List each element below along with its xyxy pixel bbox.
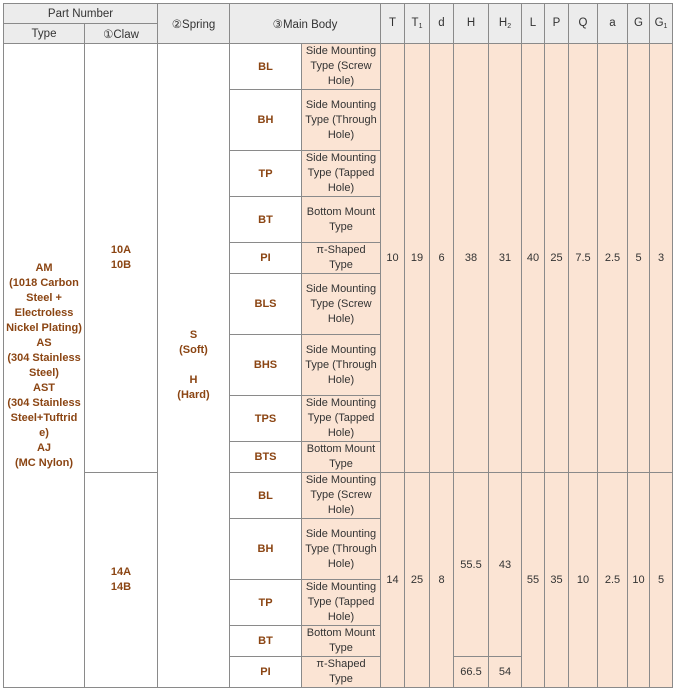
dim-value-a: 2.5 [598,44,628,473]
desc-line: Bottom Mount [306,443,376,455]
desc-line: Hole) [327,557,355,570]
desc-line: Hole) [327,182,355,194]
body-desc-cell [302,442,381,473]
desc-line: Type (Tapped [307,596,375,608]
body-code-cell: TP [230,151,302,197]
claw-cell-group-2 [85,473,158,688]
claw-cell-group-1 [85,44,158,473]
body-desc-cell [302,580,381,626]
body-desc-cell [302,657,381,688]
spring-line: (Hard) [177,389,210,401]
spring-line: H [189,374,198,386]
body-code-cell: BTS [230,442,302,473]
dim-value-t1: 25 [405,473,430,688]
desc-line: Hole) [327,128,355,141]
body-desc-cell [302,473,381,519]
desc-line: Side Mounting [305,45,377,57]
desc-line: Side Mounting [305,152,377,164]
type-line: (MC Nylon) [14,456,74,469]
type-line: AS [36,336,52,349]
desc-line: Type (Through [305,358,377,371]
body-desc-cell [302,44,381,90]
spring-line: S [189,329,198,341]
body-desc-cell [302,335,381,396]
body-code-cell: BH [230,90,302,151]
spring-line: (Soft) [179,344,208,356]
dim-header-g: G [628,4,650,44]
dim-header-t1: $T_1$ [405,4,430,44]
dim-value-d: 6 [430,44,454,473]
body-desc-cell [302,519,381,580]
dim-header-q: Q [569,4,598,44]
desc-line: Side Mounting [305,397,377,409]
dim-value-t: 10 [381,44,405,473]
dim-value-h: 55.5 [454,473,489,657]
type-line: AM [35,261,53,274]
dim-value-q: 7.5 [569,44,598,473]
desc-line: Hole) [327,75,355,87]
type-line: e) [39,426,49,439]
body-desc-cell [302,197,381,243]
dim-header-h: H [454,4,489,44]
desc-line: Type [329,673,353,685]
dim-value-t: 14 [381,473,405,688]
desc-line: Type [329,259,353,271]
claw-line: 14B [110,581,132,593]
dim-value-h2: 31 [489,44,522,473]
dim-value-p: 25 [545,44,569,473]
desc-line: Type [329,220,353,233]
desc-line: Type (Screw [310,489,372,501]
type-line: Electroless [14,306,74,319]
body-desc-cell [302,243,381,274]
body-desc-cell [302,626,381,657]
type-line: Nickel Plating) [6,321,82,334]
dim-value-l: 40 [522,44,545,473]
type-line: (304 Stainless [7,396,81,409]
desc-line: Side Mounting [305,343,377,356]
dim-value-t1: 19 [405,44,430,473]
dim-value-g1: 3 [650,44,673,473]
dim-value-a: 2.5 [598,473,628,688]
spring-line-blank [159,358,228,373]
part-number-table [3,3,673,688]
part-number-header: Part Number [4,4,158,24]
dim-header-d: d [430,4,454,44]
body-code-cell: BHS [230,335,302,396]
desc-line: Type (Through [305,542,377,555]
desc-line: Side Mounting [305,282,377,295]
desc-line: π-Shaped [316,244,366,256]
body-desc-cell [302,90,381,151]
desc-line: Side Mounting [305,581,377,593]
body-code-cell: PI [230,657,302,688]
spring-cell [158,44,230,688]
type-line: Steel+Tuftrid [10,411,78,424]
desc-line: Type (Screw [310,60,372,72]
desc-line: π-Shaped [316,658,366,670]
dim-value-l: 55 [522,473,545,688]
type-line: AST [33,381,55,394]
desc-line: Type (Screw [310,297,372,310]
dim-value-q: 10 [569,473,598,688]
desc-line: Hole) [327,611,355,623]
claw-line: 10B [110,259,132,271]
claw-header: ①Claw [85,24,158,44]
dim-value-g: 10 [628,473,650,688]
dim-header-g1: $G_1$ [650,4,673,44]
dim-header-p: P [545,4,569,44]
desc-line: Hole) [327,427,355,439]
desc-line: Type (Tapped [307,412,375,424]
desc-line: Type [329,458,353,470]
type-line: (1018 Carbon [9,276,79,289]
type-line: AJ [36,441,52,454]
type-header: Type [4,24,85,44]
type-cell [4,44,85,688]
dim-header-h2: $H_2$ [489,4,522,44]
body-desc-cell [302,274,381,335]
body-code-cell: BT [230,197,302,243]
desc-line: Hole) [327,373,355,386]
type-line: Steel + [26,291,62,304]
dim-value-p: 35 [545,473,569,688]
dim-value-h2: 43 [489,473,522,657]
body-desc-cell [302,396,381,442]
desc-line: Side Mounting [305,474,377,486]
dim-value-g1: 5 [650,473,673,688]
body-code-cell: BT [230,626,302,657]
desc-line: Hole) [327,312,355,325]
dim-header-t: T [381,4,405,44]
type-line: (304 Stainless [7,351,81,364]
dim-header-a: a [598,4,628,44]
dim-value-d: 8 [430,473,454,688]
desc-line: Type (Through [305,113,377,126]
dim-value-h2-pi: 54 [489,657,522,688]
main-body-header: ③Main Body [230,4,381,44]
desc-line: Type [329,642,353,654]
body-code-cell: BL [230,473,302,519]
body-code-cell: PI [230,243,302,274]
desc-line: Bottom Mount [306,627,376,639]
body-code-cell: TPS [230,396,302,442]
body-desc-cell [302,151,381,197]
desc-line: Side Mounting [305,98,377,111]
body-code-cell: TP [230,580,302,626]
desc-line: Bottom Mount [306,205,376,218]
desc-line: Type (Tapped [307,167,375,179]
dim-value-h-pi: 66.5 [454,657,489,688]
dim-value-g: 5 [628,44,650,473]
body-code-cell: BH [230,519,302,580]
body-code-cell: BLS [230,274,302,335]
claw-line: 10A [110,244,132,256]
spring-header: ②Spring [158,4,230,44]
desc-line: Hole) [327,504,355,516]
claw-line: 14A [110,566,132,578]
body-code-cell: BL [230,44,302,90]
dim-value-h: 38 [454,44,489,473]
desc-line: Side Mounting [305,527,377,540]
dim-header-l: L [522,4,545,44]
type-line: Steel) [29,366,59,379]
